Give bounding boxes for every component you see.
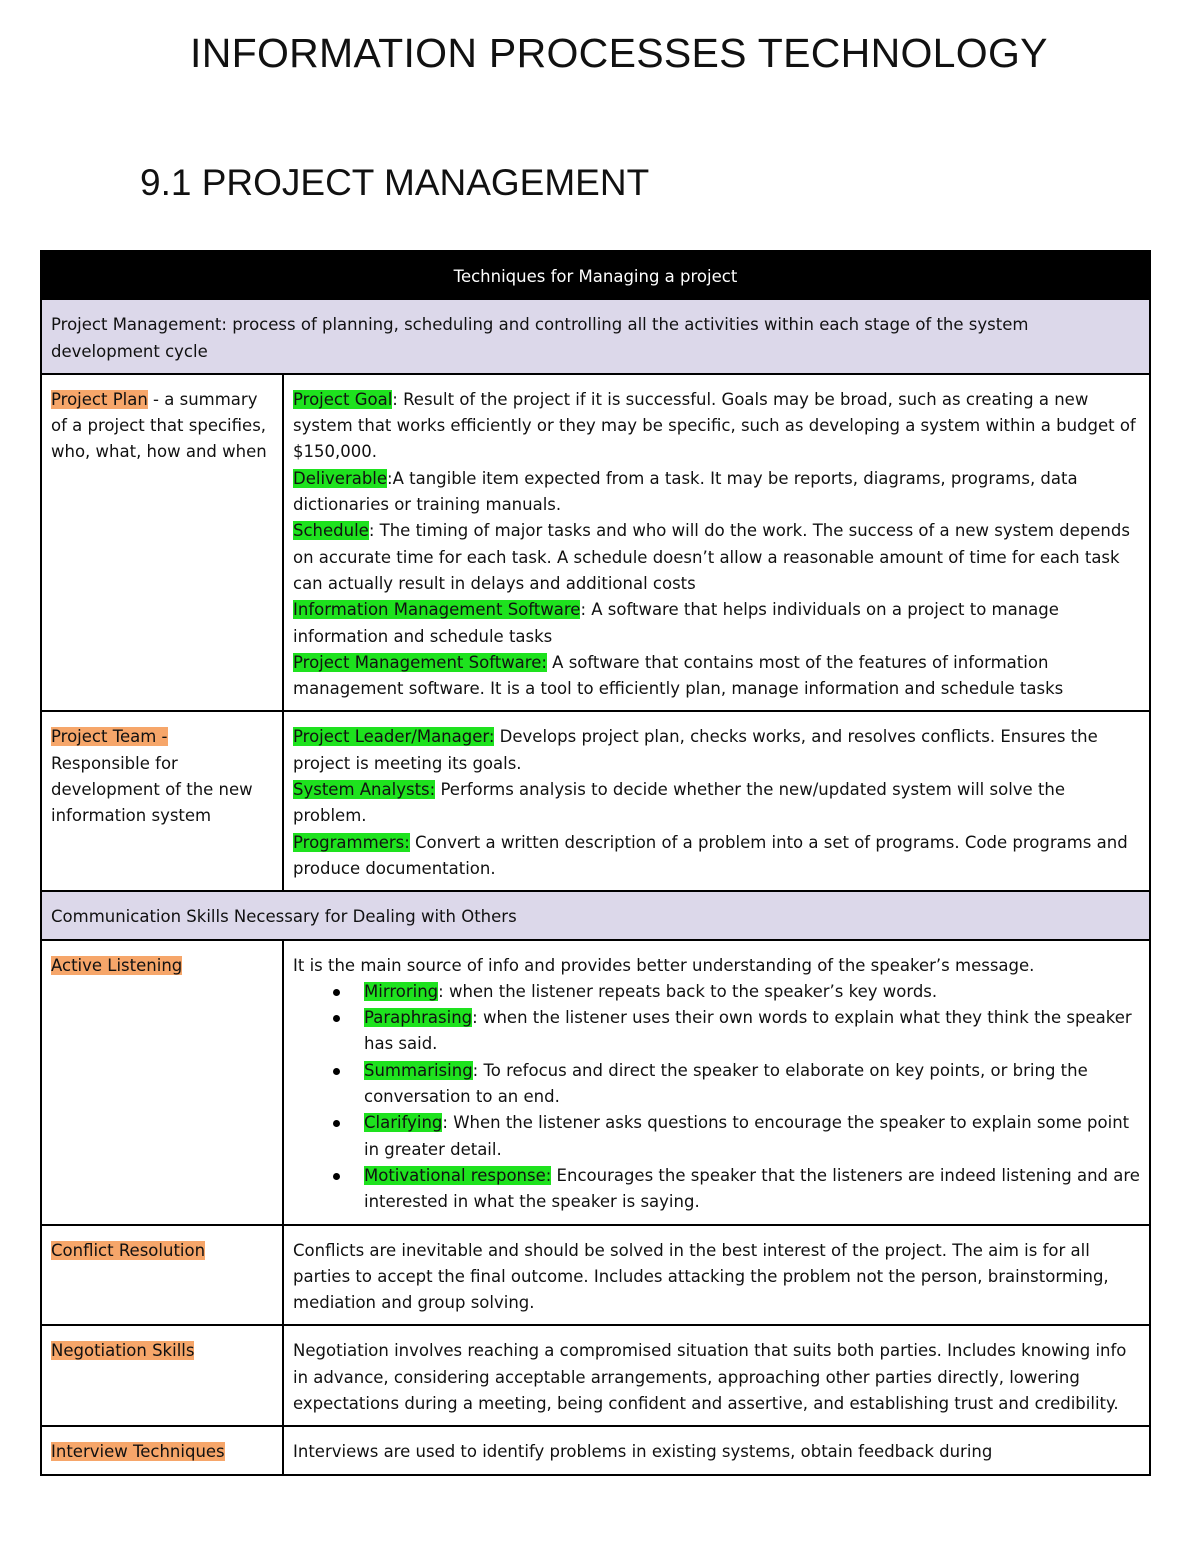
entry-term: Programmers: — [293, 832, 410, 852]
entry-text: :A tangible item expected from a task. It may be reports, diagrams, programs, data dictionaries or training manuals. — [293, 468, 1078, 515]
project-plan-term: Project Plan — [51, 389, 148, 409]
project-plan-desc: - a summary of a project that specifies, who, what, how and when — [51, 389, 267, 462]
list-item — [293, 466, 1140, 519]
interview-text: Interviews are used to identify problems in existing systems, obtain feedback during — [283, 1426, 1150, 1474]
communication-heading-row — [41, 891, 1150, 939]
term-cell — [41, 374, 283, 712]
bullet-text: : when the listener repeats back to the speaker’s key words. — [438, 981, 938, 1001]
document-title: INFORMATION PROCESSES TECHNOLOGY — [190, 30, 1048, 76]
conflict-resolution-text: Conflicts are inevitable and should be solved in the best interest of the project. The aim is for all parties to accept the final outcome. Includes attacking the problem not the person, brainstorming, mediation and group solving. — [283, 1225, 1150, 1326]
list-item — [293, 518, 1140, 597]
bullet-text: : To refocus and direct the speaker to elaborate on key points, or bring the conversation to an end. — [364, 1060, 1088, 1107]
term-cell — [41, 1225, 283, 1326]
table-row — [41, 711, 1150, 891]
project-team-desc: Responsible for development of the new information system — [51, 753, 253, 826]
project-management-table — [40, 250, 1151, 1476]
table-row — [41, 374, 1150, 712]
definition-cell — [283, 711, 1150, 891]
entry-term: Project Management Software: — [293, 652, 547, 672]
intro-text: Project Management: process of planning, scheduling and controlling all the activities within each stage of the system development cycle — [41, 299, 1150, 374]
listening-bullet-list — [293, 979, 1140, 1216]
table-heading-row — [41, 251, 1150, 299]
table-heading: Techniques for Managing a project — [41, 251, 1150, 299]
list-item — [293, 650, 1140, 703]
table-row — [41, 1225, 1150, 1326]
intro-row — [41, 299, 1150, 374]
list-item — [364, 1110, 1140, 1163]
bullet-text: Encourages the speaker that the listeners are indeed listening and are interested in what the speaker is saying. — [364, 1165, 1140, 1212]
entry-text: : A software that helps individuals on a project to manage information and schedule tasks — [293, 600, 1059, 646]
bullet-term: Motivational response: — [364, 1165, 552, 1185]
definition-cell — [283, 940, 1150, 1225]
entry-term: System Analysts: — [293, 780, 436, 800]
table-row — [41, 1325, 1150, 1426]
bullet-term: Clarifying — [364, 1113, 443, 1133]
project-team-term: Project Team - — [51, 727, 168, 747]
entry-text: A software that contains most of the features of information management software. It is a tool to efficiently plan, manage information and schedule tasks — [293, 652, 1064, 699]
list-item — [364, 1058, 1140, 1111]
entry-term: Project Leader/Manager: — [293, 727, 495, 747]
entry-text: Performs analysis to decide whether the new/updated system will solve the problem. — [293, 780, 1066, 826]
list-item — [364, 979, 1140, 1005]
list-item — [364, 1005, 1140, 1058]
term-cell — [41, 711, 283, 891]
entry-term: Project Goal — [293, 389, 393, 409]
list-item — [364, 1163, 1140, 1216]
table-row — [41, 940, 1150, 1225]
section-title: 9.1 PROJECT MANAGEMENT — [140, 162, 650, 203]
list-item — [293, 777, 1140, 830]
bullet-text: : when the listener uses their own words to explain what they think the speaker has said. — [364, 1008, 1132, 1054]
entry-term: Deliverable — [293, 468, 388, 488]
list-item — [293, 830, 1140, 883]
negotiation-text: Negotiation involves reaching a compromised situation that suits both parties. Includes knowing info in advance, considering acceptable arrangements, approaching other parties directly, lowering expectations during a meeting, being confident and assertive, and establishing trust and credibility. — [283, 1325, 1150, 1426]
entry-term: Schedule — [293, 521, 369, 541]
entry-text: : Result of the project if it is successful. Goals may be broad, such as creating a new system that works efficiently or they may be specific, such as developing a system within a budget of $150,000. — [293, 389, 1136, 462]
list-item — [293, 597, 1140, 650]
entry-text: : The timing of major tasks and who will do the work. The success of a new system depends on accurate time for each task. A schedule doesn’t allow a reasonable amount of time for each task can actually result in delays and additional costs — [293, 521, 1130, 593]
active-listening-term: Active Listening — [51, 955, 183, 975]
list-item — [293, 724, 1140, 777]
term-cell — [41, 1426, 283, 1474]
entry-term: Information Management Software — [293, 600, 581, 620]
entry-text: Develops project plan, checks works, and resolves conflicts. Ensures the project is meeting its goals. — [293, 727, 1098, 773]
bullet-term: Mirroring — [364, 981, 439, 1001]
conflict-resolution-term: Conflict Resolution — [51, 1240, 206, 1260]
bullet-term: Paraphrasing — [364, 1008, 473, 1028]
term-cell — [41, 1325, 283, 1426]
interview-term: Interview Techniques — [51, 1442, 225, 1462]
definition-cell — [283, 374, 1150, 712]
list-item — [293, 387, 1140, 466]
bullet-term: Summarising — [364, 1060, 473, 1080]
negotiation-term: Negotiation Skills — [51, 1341, 195, 1361]
communication-heading: Communication Skills Necessary for Dealing with Others — [41, 891, 1150, 939]
bullet-text: : When the listener asks questions to encourage the speaker to explain some point in greater detail. — [364, 1113, 1130, 1159]
table-row — [41, 1426, 1150, 1474]
term-cell — [41, 940, 283, 1225]
entry-text: Convert a written description of a problem into a set of programs. Code programs and produce documentation. — [293, 832, 1128, 878]
active-listening-intro: It is the main source of info and provides better understanding of the speaker’s message. — [293, 955, 1035, 975]
